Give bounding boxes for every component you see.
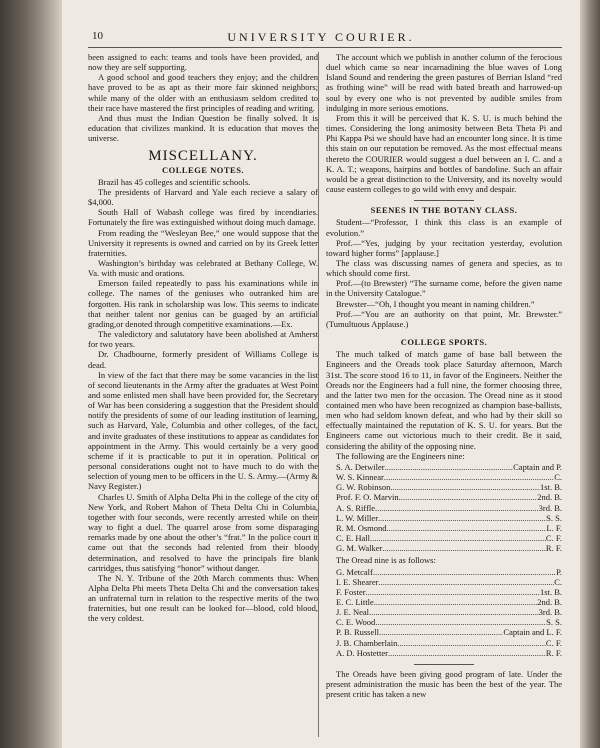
college-note: Emerson failed repeatedly to pass his examinations while in college. The names of the geniuses who outranked him are forgotten. His rank in scholarship was low. This seems to indicate that neither talent nor genius can be guaged by an artificial grading,or denoted through competitive examinations.—Ex. [88,278,318,329]
player-position: C. F. [545,533,562,544]
player-position: Captain and L. F. [503,627,562,638]
player-position: R. F. [545,543,562,554]
header-rule [88,47,562,48]
player-position: L. F. [546,522,562,533]
roster-row [336,513,562,523]
closing-paragraph: The Oreads have been giving good program of late. Under the present administration the music has been the best of the year. The present critic has taken a new [326,668,562,700]
oread-intro: The Oread nine is as follows: [336,555,436,566]
roster-row [336,627,562,637]
section-rule [414,664,474,665]
botany-paragraph: Student—“Professor, I think this class is an example of evolution.” [326,217,562,238]
player-position: C. F. [545,637,562,648]
roster-row [336,543,562,553]
college-note: The presidents of Harvard and Yale each recieve a salary of $4,000. [88,186,318,208]
college-note: Charles U. Smith of Alpha Delta Phi in the college of the city of New York, and Robert Mahon of Theta Delta Chi in Columbia, together with four seconds, were recently arrested while on their way to fight a duel. The quarrel arose from some disparaging remarks made by one about the other’s “frat.” In the police court it came out that the seconds had relented from their bloody determination, and resolved to have the principals fire blank cartridges, thus satisfying “honor” without danger. [88,491,318,573]
player-position: Captain and P. [513,461,562,472]
roster-row [336,482,562,492]
college-note: South Hall of Wabash college was fired by incendiaries. Fortunately the fire was extinguished without doing much damage. [88,207,318,228]
roster-row [336,587,562,597]
player-position: S. S. [546,512,562,523]
section-rule [414,200,474,201]
book-binding [0,0,62,748]
roster-row [336,597,562,607]
engineers-roster [336,462,562,553]
subsection-title: COLLEGE NOTES. [161,164,245,175]
botany-paragraph: Prof.—“You are an authority on that point, Mr. Brewster.” (Tumultuous Applause.) [326,308,562,329]
sports-paragraph: The following are the Engineers nine: [336,450,465,461]
player-name: A. D. Hostetter [336,647,388,658]
player-name: R. M. Osmond [336,522,387,533]
player-name: F. Foster [336,586,366,597]
running-title: UNIVERSITY COURIER. [227,30,415,44]
player-position: C. [554,472,562,483]
player-name: C. E. Wood [336,617,376,628]
intro-paragraph: been assigned to each: teams and tools have been provided, and now they are self supporting. [88,52,318,73]
roster-row [336,462,562,472]
roster-row [336,523,562,533]
player-name: C. E. Hall [336,533,370,544]
roster-row [336,503,562,513]
intro-paragraph: And thus must the Indian Question be finally solved. It is education that civilizes mankind. It is education that moves the universe. [88,112,318,144]
page-header [62,30,580,46]
duel-paragraph: The account which we publish in another column of the ferocious duel which came so near incarnadining the blue waves of Long Island Sound and rendering the green pastures of Berrian Island “red as frothing wine” will be read with bated breath and harrowed-up soul by every one who is not prevented by audible smiles from indulging in more serious emotions. [326,52,562,113]
section-title: MISCELLANY. [148,148,258,165]
player-position: S. S. [546,617,562,628]
botany-paragraph: Prof.—(to Brewster) “The surname come, before the given name in the University Catalogue.” [326,278,562,299]
document-page [62,0,580,748]
botany-title: SEENES IN THE BOTANY CLASS. [370,205,518,216]
left-column [88,52,318,624]
roster-row [336,472,562,482]
player-position: 3rd. B. [538,502,562,513]
roster-row [336,607,562,617]
duel-paragraph: From this it will be perceived that K. S. U. is much behind the times. Considering the long animosity between Beta Theta Pi and Phi Kappa Psi we should have had an encounter long since. It is time this stain on our reputation be removed. As the most effectual means thereto the COURIER would suggest a duel between an I. C. and a K. A. T.; weapons, hairpins and bottles of bandoline. Such an affair would be a great distinction to the University, and its novelty would cause eastern colleges to go wild with envy and despair. [326,112,562,195]
column-divider [318,52,319,737]
player-name: G. M. Walker [336,543,383,554]
player-name: I. E. Shearer [336,576,379,587]
roster-row [336,638,562,648]
player-name: Prof. F. O. Marvin [336,492,399,503]
player-name: G. Metcalf [336,566,373,577]
player-name: J. B. Chamberlain [336,637,398,648]
player-position: 1st. B. [540,482,562,493]
player-name: J. E. Neal [336,607,370,618]
roster-row [336,492,562,502]
player-position: R. F. [545,647,562,658]
roster-row [336,577,562,587]
college-note: In view of the fact that there may be some vacancies in the list of second lieutenants in the Army after the graduates at West Point and some enlisted men shall have been provided for, the Secretary of War has been considering a suggestion that the President should notify the presidents of some of our leading institution of learning, such as Harvard, Yale, Columbia and other colleges, of the fact, and invite graduates of these institutions to appear as candidates for appointment in the Army. This would certainly be a very good scheme if it is practicable to put it in operation. Political or personal considerations ought not to have much to do with the selection of young men to be officers in the U. S. Army.—(Army & Navy Register.) [88,369,318,492]
college-note: Washington’s birthday was celebrated at Bethany College, W. Va. with music and orations. [88,257,318,279]
college-note: The N. Y. Tribune of the 20th March comments thus: When Alpha Delta Phi meets Theta Delta Chi and the conversation takes an unfraternal turn in relation to the respective merits of the two fraternities, but one result can be looked for—blood, cold blood, the very coldest. [88,572,318,624]
botany-paragraph: The class was discussing names of genera and species, as to which should come first. [326,257,562,279]
player-position: 1st. B. [540,586,562,597]
roster-row [336,617,562,627]
player-name: E. C. Little [336,596,374,607]
college-note: From reading the “Wesleyan Bee,” one would suppose that the University it represents is owned and carried on by its Greek letter fraternities. [88,227,318,258]
player-position: C. [554,576,562,587]
college-note: Brazil has 45 colleges and scientific schools. [98,176,251,187]
player-position: P. [556,566,562,577]
roster-row [336,567,562,577]
player-name: W. S. Kinnear [336,472,384,483]
sports-paragraph: The much talked of match game of base ball between the Engineers and the Oreads took place Saturday afternoon, March 31st. The score stood 16 to 11, in favor of the Engineers. Neither the Oreads nor the Engineers had a full nine, the former choosing three, and the latter two men for the occasion. The Oread nine as it stood contained men who have been recognized as champion base-ballists, men who had seldom known defeat, and who had by their skill so effectually maintained the reputation of K. S. U. for years. But the Engineers came out victorious much to their credit. Be it said, considering the ability of the opposing nine. [326,349,562,451]
player-name: S. A. Detwiler [336,461,385,472]
roster-row [336,648,562,658]
player-position: 2nd. B. [537,492,562,503]
botany-paragraph: Prof.—“Yes, judging by your recitation yesterday, evolution toward higher forms” [applause.] [326,237,562,258]
roster-row [336,533,562,543]
next-page-edge [580,0,600,748]
player-name: G. W. Robinson [336,482,391,493]
sports-title: COLLEGE SPORTS. [400,337,488,348]
intro-paragraph: A good school and good teachers they enjoy; and the children have proved to be as apt as their more fair skinned neighbors; while many of the older with an enthusiasm seldom credited to their race have mastered the first principles of reading and writing. [88,72,318,113]
player-name: P. B. Russell [336,627,379,638]
college-note: Dr. Chadbourne, formerly president of Williams College is dead. [88,349,318,370]
player-name: A. S. Riffle [336,502,376,513]
college-note: The valedictory and salutatory have been abolished at Amherst for two years. [88,329,318,350]
player-position: 3rd. B. [538,607,562,618]
player-name: L. W. Miller [336,512,379,523]
player-position: 2nd. B. [537,596,562,607]
botany-paragraph: Brewster—“Oh, I thought you meant in naming children.” [336,298,535,309]
oread-roster [336,567,562,658]
right-column [326,52,562,699]
page-number: 10 [92,30,103,42]
